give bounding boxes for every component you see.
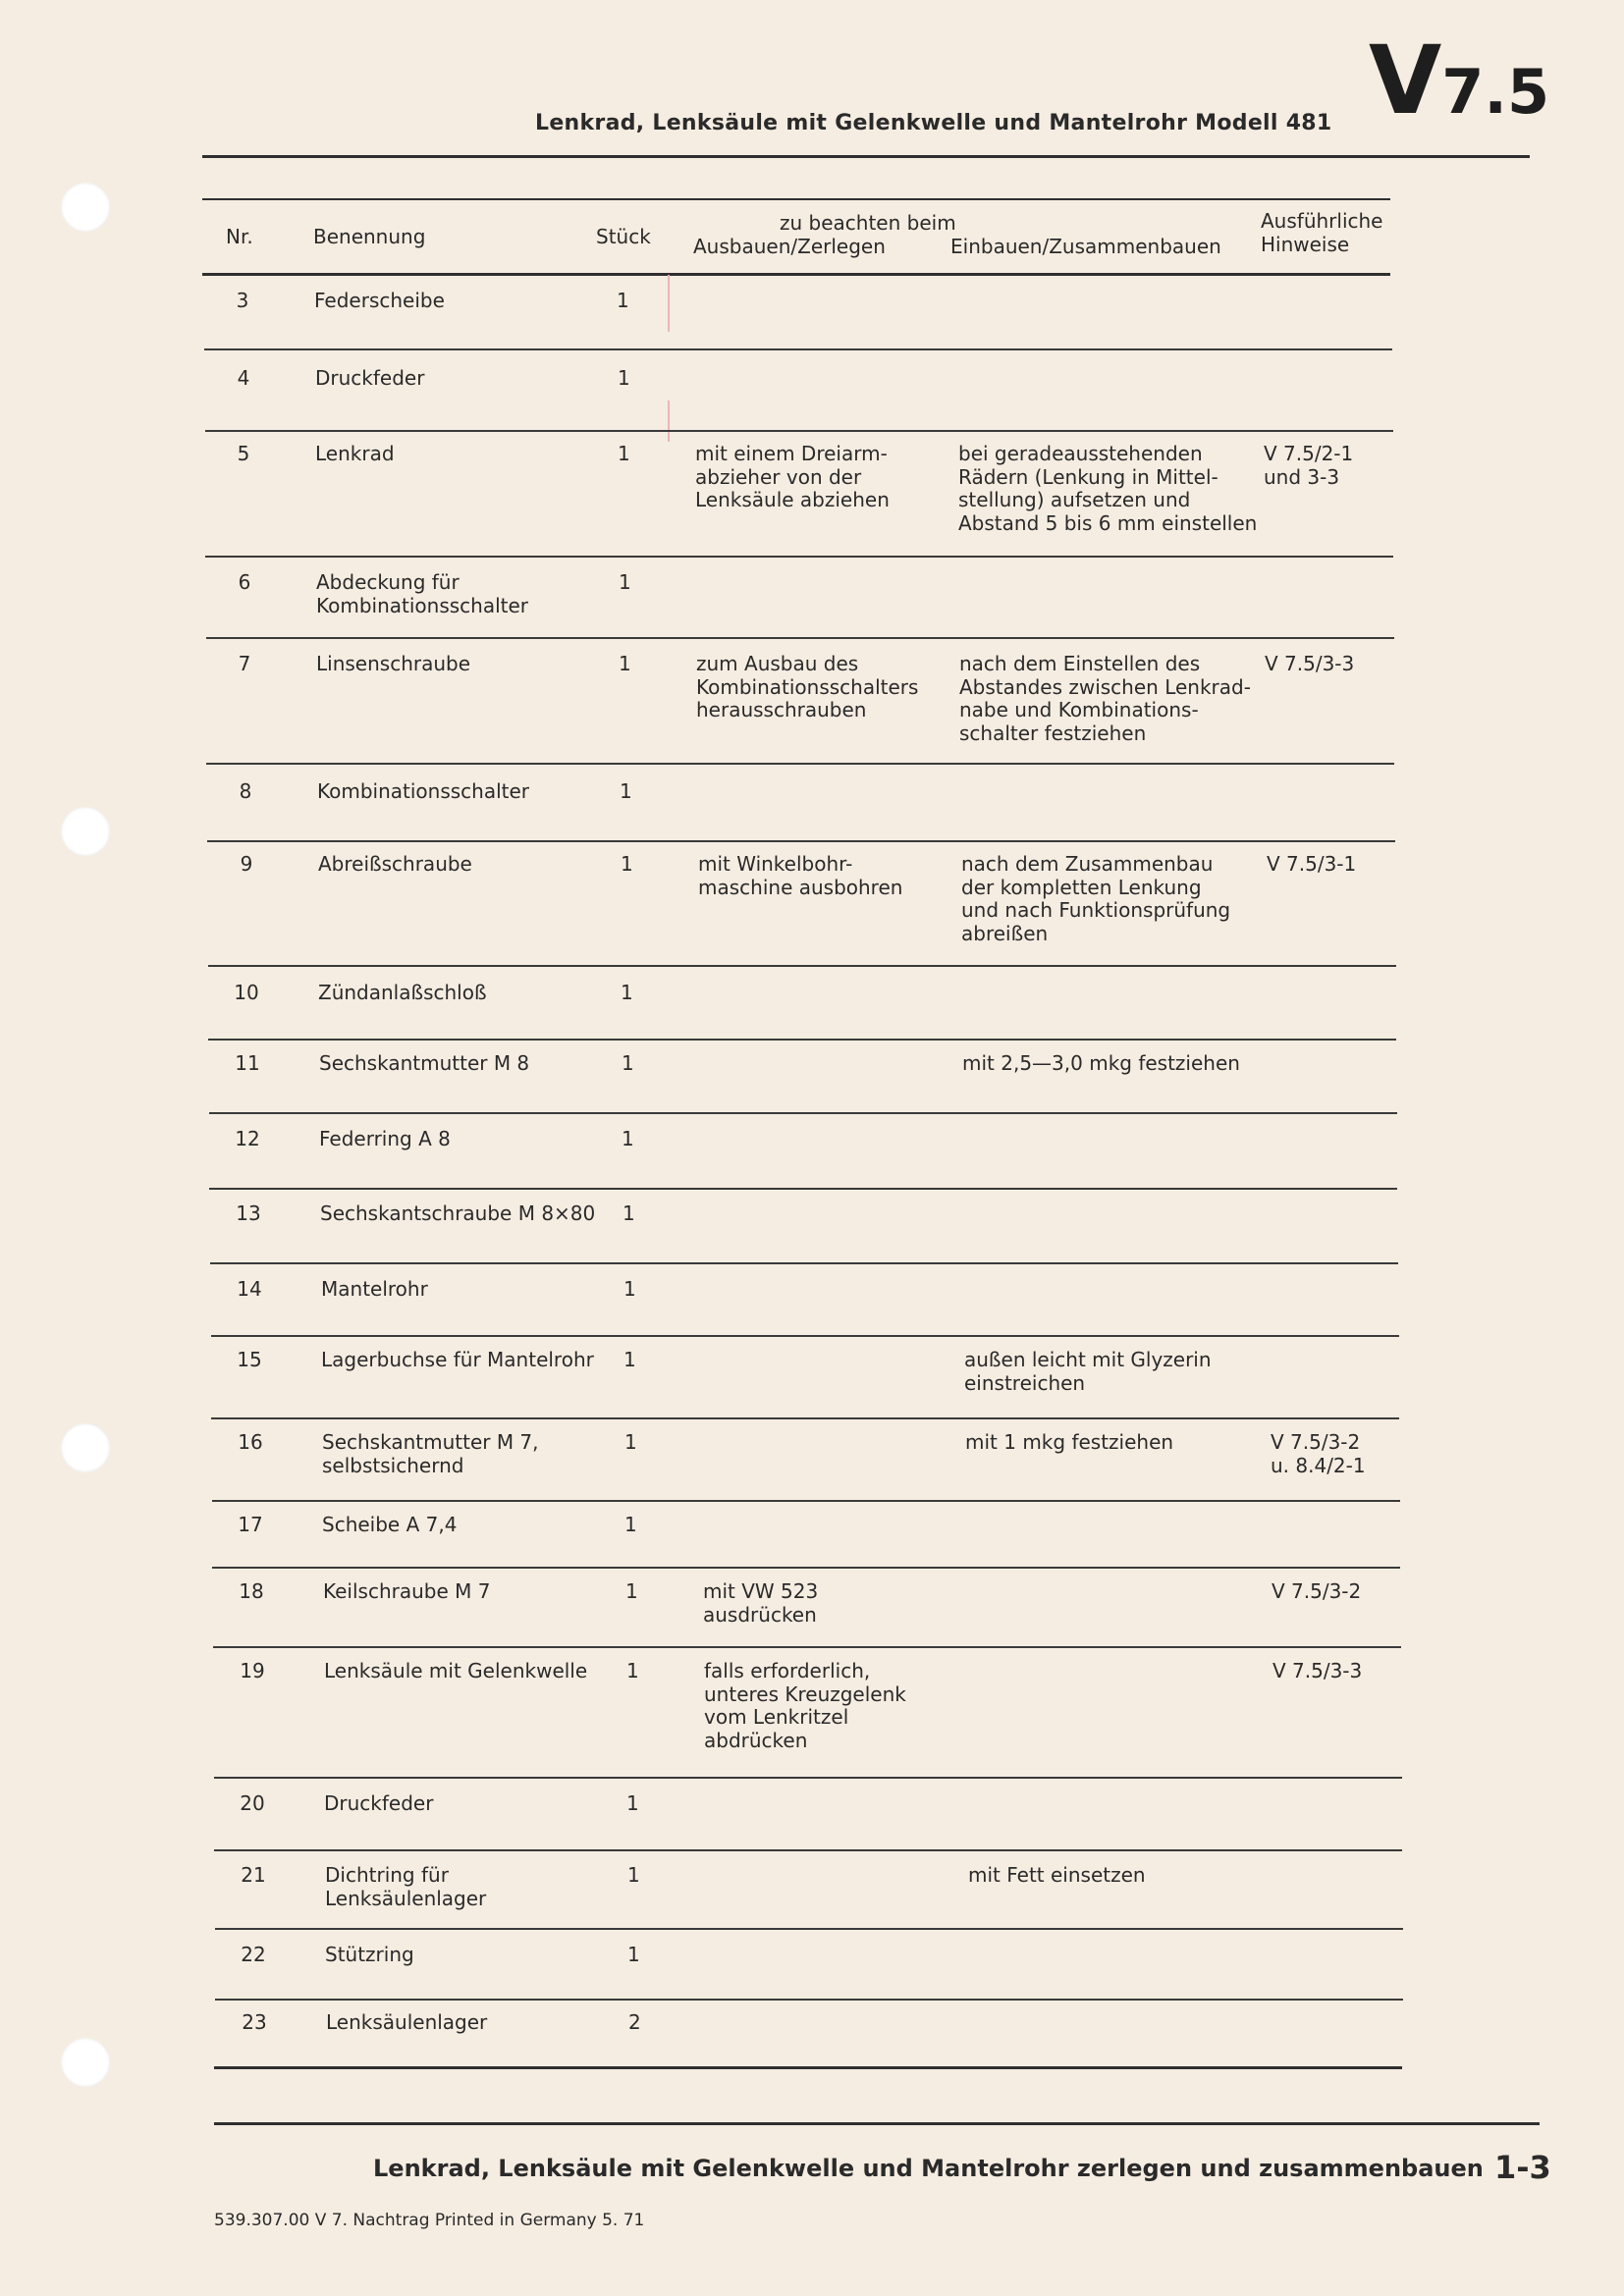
row-separator xyxy=(212,1500,1400,1502)
cell-name: Scheibe A 7,4 xyxy=(322,1513,458,1536)
cell-name: Abreißschraube xyxy=(318,852,472,876)
row-separator xyxy=(213,1646,1401,1648)
cell-nr: 10 xyxy=(234,981,259,1004)
cell-qty: 1 xyxy=(618,442,630,465)
page-number: 1-3 xyxy=(1494,2149,1551,2186)
cell-qty: 1 xyxy=(623,1277,636,1301)
cell-name: Kombinationsschalter xyxy=(317,779,530,803)
cell-nr: 18 xyxy=(239,1579,264,1603)
cell-qty: 1 xyxy=(626,1659,639,1682)
row-separator xyxy=(215,1928,1403,1930)
row-separator xyxy=(208,1039,1396,1041)
cell-nr: 14 xyxy=(237,1277,262,1301)
row-separator xyxy=(215,1999,1403,2001)
cell-nr: 22 xyxy=(241,1943,266,1966)
cell-qty: 1 xyxy=(623,1348,636,1371)
row-separator xyxy=(210,1262,1398,1264)
column-header-refs: Ausführliche Hinweise xyxy=(1261,209,1383,256)
cell-refs: V 7.5/2-1 und 3-3 xyxy=(1264,442,1354,489)
column-header-nr: Nr. xyxy=(226,225,253,248)
cell-name: Sechskantmutter M 8 xyxy=(319,1051,530,1075)
row-separator xyxy=(211,1417,1399,1419)
cell-install: nach dem Zusammenbau der kompletten Lenkung und nach Funktionsprüfung abreißen xyxy=(961,852,1231,945)
row-separator xyxy=(208,965,1396,967)
page-header-title: Lenkrad, Lenksäule mit Gelenkwelle und Mantelrohr Modell 481 xyxy=(535,111,1332,135)
cell-qty: 1 xyxy=(618,366,630,390)
punch-hole xyxy=(61,807,110,856)
row-separator xyxy=(214,1777,1402,1779)
header-rule xyxy=(202,155,1530,158)
punch-hole xyxy=(61,2038,110,2087)
cell-nr: 9 xyxy=(240,852,253,876)
cell-nr: 3 xyxy=(236,289,249,312)
cell-name: Lenksäule mit Gelenkwelle xyxy=(324,1659,588,1682)
cell-remove: falls erforderlich, unteres Kreuzgelenk vom Lenkritzel abdrücken xyxy=(704,1659,906,1752)
cell-qty: 1 xyxy=(626,1791,639,1815)
cell-name: Federscheibe xyxy=(314,289,445,312)
cell-refs: V 7.5/3-3 xyxy=(1265,652,1355,675)
cell-qty: 1 xyxy=(622,1051,634,1075)
footer-rule xyxy=(214,2122,1540,2125)
cell-install: mit 2,5—3,0 mkg festziehen xyxy=(962,1051,1240,1075)
cell-qty: 1 xyxy=(624,1513,637,1536)
cell-nr: 11 xyxy=(235,1051,260,1075)
table-header-rule xyxy=(202,273,1390,276)
row-separator xyxy=(209,1188,1397,1190)
cell-nr: 6 xyxy=(238,570,251,594)
row-separator xyxy=(214,1849,1402,1851)
cell-qty: 1 xyxy=(624,1430,637,1454)
cell-nr: 16 xyxy=(238,1430,263,1454)
cell-qty: 1 xyxy=(620,779,632,803)
cell-install: bei geradeausstehenden Rädern (Lenkung in Mittel- stellung) aufsetzen und Abstand 5 bis 6 mm einstellen xyxy=(958,442,1258,535)
cell-name: Lenksäulenlager xyxy=(326,2010,488,2034)
cell-refs: V 7.5/3-3 xyxy=(1272,1659,1363,1682)
cell-name: Abdeckung für Kombinationsschalter xyxy=(316,570,529,617)
footer-title: Lenkrad, Lenksäule mit Gelenkwelle und Mantelrohr zerlegen und zusammenbauen xyxy=(373,2155,1484,2182)
cell-name: Linsenschraube xyxy=(316,652,471,675)
cell-qty: 1 xyxy=(627,1943,640,1966)
punch-hole xyxy=(61,1423,110,1472)
cell-nr: 17 xyxy=(238,1513,263,1536)
row-separator xyxy=(205,556,1393,558)
section-number: 7.5 xyxy=(1441,56,1550,128)
table-bottom-rule xyxy=(214,2066,1402,2069)
cell-nr: 23 xyxy=(242,2010,267,2034)
row-separator xyxy=(211,1335,1399,1337)
cell-install: nach dem Einstellen des Abstandes zwischen Lenkrad- nabe und Kombinations- schalter festziehen xyxy=(959,652,1251,745)
cell-name: Druckfeder xyxy=(315,366,425,390)
cell-qty: 1 xyxy=(621,981,633,1004)
column-header-qty: Stück xyxy=(596,225,651,248)
cell-name: Zündanlaßschloß xyxy=(318,981,487,1004)
column-header-remove: Ausbauen/Zerlegen xyxy=(693,235,886,258)
cell-qty: 1 xyxy=(617,289,629,312)
cell-remove: mit Winkelbohr- maschine ausbohren xyxy=(698,852,903,899)
cell-nr: 7 xyxy=(238,652,251,675)
row-separator xyxy=(209,1112,1397,1114)
cell-qty: 1 xyxy=(621,852,633,876)
cell-qty: 1 xyxy=(622,1127,634,1150)
cell-name: Stützring xyxy=(325,1943,414,1966)
cell-qty: 1 xyxy=(623,1201,635,1225)
cell-refs: V 7.5/3-1 xyxy=(1267,852,1357,876)
cell-remove: mit einem Dreiarm- abzieher von der Lenksäule abziehen xyxy=(695,442,890,511)
cell-nr: 21 xyxy=(241,1863,266,1887)
cell-qty: 1 xyxy=(627,1863,640,1887)
row-separator xyxy=(206,637,1394,639)
cell-install: mit 1 mkg festziehen xyxy=(965,1430,1174,1454)
table-top-rule xyxy=(202,198,1390,200)
cell-nr: 20 xyxy=(240,1791,265,1815)
row-separator xyxy=(206,763,1394,765)
cell-refs: V 7.5/3-2 u. 8.4/2-1 xyxy=(1271,1430,1366,1477)
column-header-install: Einbauen/Zusammenbauen xyxy=(950,235,1221,258)
cell-name: Dichtring für Lenksäulenlager xyxy=(325,1863,487,1910)
row-separator xyxy=(205,430,1393,432)
cell-name: Sechskantmutter M 7, selbstsichernd xyxy=(322,1430,539,1477)
cell-name: Lagerbuchse für Mantelrohr xyxy=(321,1348,594,1371)
cell-name: Mantelrohr xyxy=(321,1277,428,1301)
cell-name: Sechskantschraube M 8×80 xyxy=(320,1201,596,1225)
row-separator xyxy=(207,840,1395,842)
cell-remove: zum Ausbau des Kombinationsschalters herausschrauben xyxy=(696,652,919,721)
cell-qty: 1 xyxy=(625,1579,638,1603)
punch-hole xyxy=(61,183,110,232)
row-separator xyxy=(212,1567,1400,1569)
cell-remove: mit VW 523 ausdrücken xyxy=(703,1579,819,1627)
column-header-name: Benennung xyxy=(313,225,426,248)
cell-name: Federring A 8 xyxy=(319,1127,451,1150)
cell-install: mit Fett einsetzen xyxy=(968,1863,1146,1887)
section-letter: V xyxy=(1369,26,1442,135)
cell-nr: 15 xyxy=(237,1348,262,1371)
pencil-mark xyxy=(668,400,670,442)
cell-nr: 12 xyxy=(235,1127,260,1150)
column-header-group: zu beachten beim xyxy=(780,211,956,235)
print-code: 539.307.00 V 7. Nachtrag Printed in Germany 5. 71 xyxy=(214,2211,645,2230)
cell-name: Druckfeder xyxy=(324,1791,434,1815)
cell-qty: 2 xyxy=(628,2010,641,2034)
cell-install: außen leicht mit Glyzerin einstreichen xyxy=(964,1348,1212,1395)
row-separator xyxy=(204,348,1392,350)
cell-name: Lenkrad xyxy=(315,442,395,465)
cell-nr: 5 xyxy=(237,442,250,465)
cell-nr: 8 xyxy=(239,779,252,803)
pencil-mark xyxy=(668,275,670,332)
cell-qty: 1 xyxy=(619,652,631,675)
cell-nr: 19 xyxy=(240,1659,265,1682)
cell-qty: 1 xyxy=(619,570,631,594)
section-code xyxy=(1369,26,1550,135)
cell-refs: V 7.5/3-2 xyxy=(1272,1579,1362,1603)
cell-name: Keilschraube M 7 xyxy=(323,1579,491,1603)
cell-nr: 13 xyxy=(236,1201,261,1225)
cell-nr: 4 xyxy=(237,366,250,390)
